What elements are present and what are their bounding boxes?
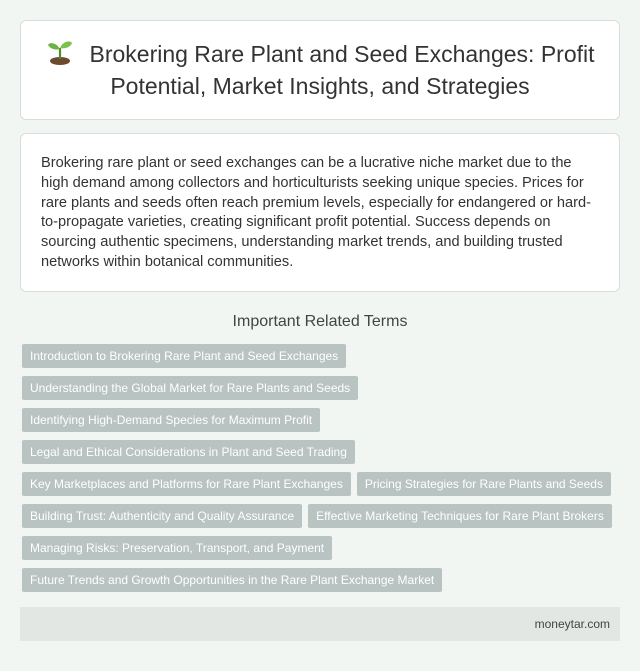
term-chip[interactable]: Key Marketplaces and Platforms for Rare Plant Exchanges [22,472,351,496]
footer-site-link[interactable]: moneytar.com [534,617,610,631]
sprout-icon [45,39,75,65]
term-chip[interactable]: Building Trust: Authenticity and Quality Assurance [22,504,302,528]
related-terms-list [22,344,622,592]
related-terms-heading: Important Related Terms [232,313,408,330]
term-chip[interactable]: Legal and Ethical Considerations in Plant and Seed Trading [22,440,355,464]
term-chip[interactable]: Introduction to Brokering Rare Plant and Seed Exchanges [22,344,346,368]
footer [20,607,620,641]
term-chip[interactable]: Managing Risks: Preservation, Transport, and Payment [22,536,332,560]
page-title-text: Brokering Rare Plant and Seed Exchanges: Profit Potential, Market Insights, and Strategies [89,41,595,99]
term-chip[interactable]: Effective Marketing Techniques for Rare Plant Brokers [308,504,612,528]
term-chip[interactable]: Future Trends and Growth Opportunities in the Rare Plant Exchange Market [22,568,442,592]
title-card [20,20,620,120]
term-chip[interactable]: Identifying High-Demand Species for Maximum Profit [22,408,320,432]
term-chip[interactable]: Pricing Strategies for Rare Plants and Seeds [357,472,611,496]
summary-card [20,133,620,292]
summary-text: Brokering rare plant or seed exchanges can be a lucrative niche market due to the high demand among collectors and horticulturists seeking unique species. Prices for rare plants and seeds often reach premium levels, especially for endangered or hard-to-propagate varieties, creating significant profit potential. Success depends on sourcing authentic specimens, understanding market trends, and building trusted networks within botanical communities. [41,155,592,270]
page-title [40,38,600,102]
term-chip[interactable]: Understanding the Global Market for Rare Plants and Seeds [22,376,358,400]
